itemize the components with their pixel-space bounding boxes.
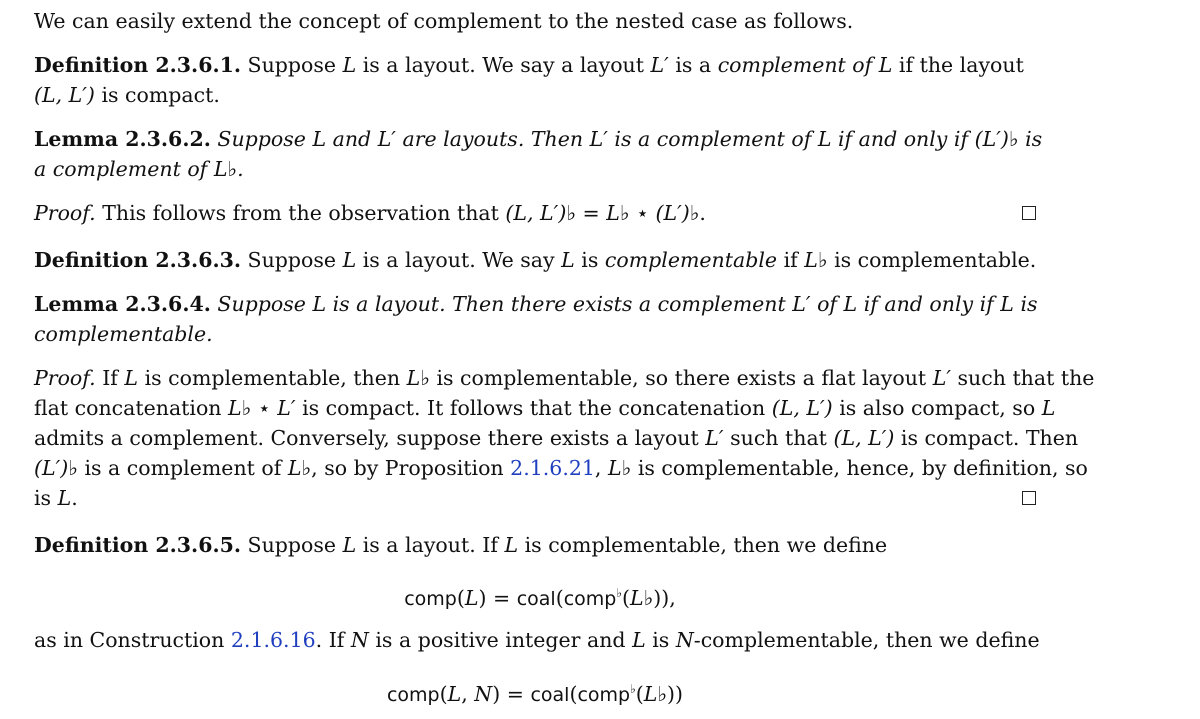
lemma-label: Lemma 2.3.6.4. <box>34 292 211 316</box>
definition-2-3-6-3: Definition 2.3.6.3. Suppose L is a layout. We say L is complementable if L♭ is complementable. <box>34 248 1037 272</box>
proof-label: Proof. <box>34 201 96 225</box>
intro-paragraph: We can easily extend the concept of complement to the nested case as follows. <box>34 9 854 33</box>
definition-2-3-6-1: Definition 2.3.6.1. Suppose L is a layout. We say a layout L′ is a complement of L if the layout <box>34 53 1024 77</box>
lemma-2-3-6-4: Lemma 2.3.6.4. Suppose L is a layout. Then there exists a complement L′ of L if and only if L is <box>34 292 1038 316</box>
lemma-2-3-6-4-cont: complementable. <box>34 322 213 346</box>
qed-square-icon <box>1022 206 1036 220</box>
proof-lemma-2-3-6-4: Proof. If L is complementable, then L♭ is complementable, so there exists a flat layout L′ such that the <box>34 366 1095 390</box>
display-equation-comp: comp(L) = coal(comp♭(L♭)), <box>404 585 676 610</box>
proof-line-5: is L. <box>34 486 78 510</box>
definition-label: Definition 2.3.6.1. <box>34 53 241 77</box>
proof-lemma-2-3-6-2: Proof. This follows from the observation that (L, L′)♭ = L♭ ⋆ (L′)♭. <box>34 201 706 225</box>
proof-line-3: admits a complement. Conversely, suppose there exists a layout L′ such that (L, L′) is compact. Then <box>34 426 1079 450</box>
definition-2-3-6-5: Definition 2.3.6.5. Suppose L is a layout. If L is complementable, then we define <box>34 533 888 557</box>
proposition-link[interactable]: 2.1.6.21 <box>510 456 595 480</box>
definition-label: Definition 2.3.6.3. <box>34 248 241 272</box>
display-equation-comp-n: comp(L, N) = coal(comp♭(L♭)) <box>386 681 684 706</box>
construction-link[interactable]: 2.1.6.16 <box>230 628 316 652</box>
definition-2-3-6-1-cont: (L, L′) is compact. <box>34 83 220 107</box>
lemma-2-3-6-2: Lemma 2.3.6.2. Suppose L and L′ are layouts. Then L′ is a complement of L if and only if (L′)♭ is <box>34 127 1043 151</box>
lemma-2-3-6-2-cont: a complement of L♭. <box>34 157 244 181</box>
qed-square-icon <box>1022 491 1036 505</box>
proof-line-4: (L′)♭ is a complement of L♭, so by Proposition 2.1.6.21, L♭ is complementable, hence, by definition, so <box>34 456 1088 480</box>
definition-label: Definition 2.3.6.5. <box>34 533 241 557</box>
proof-line-2: flat concatenation L♭ ⋆ L′ is compact. It follows that the concatenation (L, L′) is also compact, so L <box>34 396 1056 420</box>
definition-2-3-6-5-cont: as in Construction 2.1.6.16. If N is a positive integer and L is N-complementable, then we define <box>34 628 1040 652</box>
proof-label: Proof. <box>34 366 96 390</box>
lemma-label: Lemma 2.3.6.2. <box>34 127 211 151</box>
